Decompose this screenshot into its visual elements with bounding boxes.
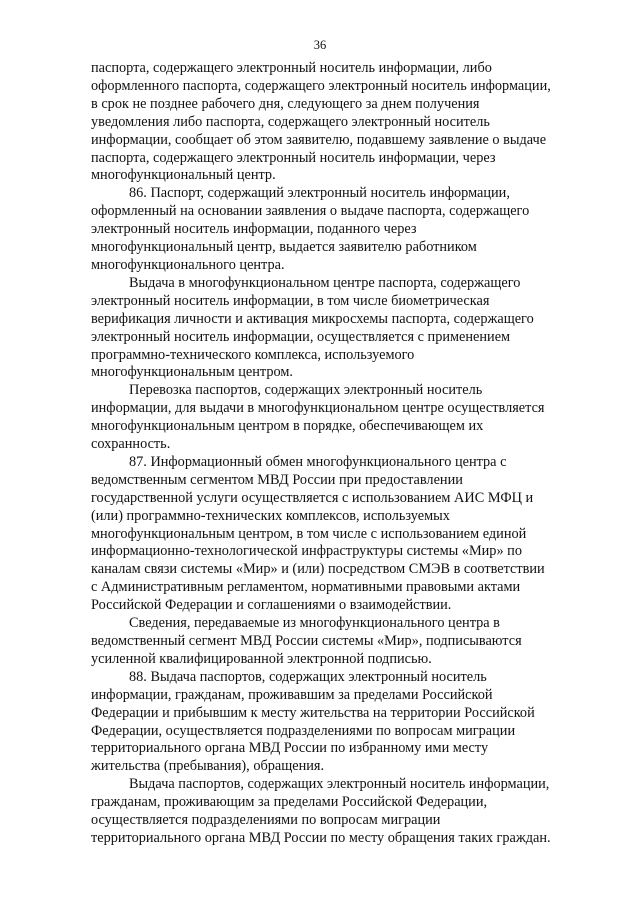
text-line: с Административным регламентом, нормативными правовыми актами (91, 579, 521, 596)
paragraph-transport (91, 382, 578, 454)
text-line: верификация личности и активация микросхемы паспорта, содержащего (91, 310, 534, 327)
text-line: в срок не позднее рабочего дня, следующего за днем получения (91, 95, 480, 112)
text-line: территориального органа МВД России по месту обращения таких граждан. (91, 829, 551, 846)
paragraph-87 (91, 454, 578, 615)
text-line: сохранность. (91, 436, 171, 453)
text-line: электронный носитель информации, поданного через (91, 221, 417, 238)
text-line: информации, для выдачи в многофункциональном центре осуществляется (91, 400, 545, 417)
text-line: Сведения, передаваемые из многофункционального центра в (129, 615, 500, 632)
text-line: жительства (пребывания), обращения. (91, 758, 325, 775)
text-line: Федерации и прибывшим к месту жительства на территории Российской (91, 704, 535, 721)
text-line: электронный носитель информации, осуществляется с применением (91, 328, 511, 345)
text-line: информационно-технологической инфраструктуры системы «Мир» по (91, 543, 522, 560)
text-line: многофункционального центра. (91, 256, 285, 273)
text-line: оформленного паспорта, содержащего электронный носитель информации, (91, 77, 551, 94)
text-line: Федерации, осуществляется подразделениями по вопросам миграции (91, 722, 516, 739)
text-line: информации, гражданам, проживавшим за пределами Российской (91, 686, 493, 703)
text-line: уведомления либо паспорта, содержащего электронный носитель (91, 113, 490, 130)
text-line: многофункциональный центр. (91, 167, 276, 184)
text-line: паспорта, содержащего электронный носитель информации, либо (91, 60, 492, 76)
text-line: территориального органа МВД России по избранному ими месту (91, 740, 489, 757)
paragraph-continuation (91, 60, 578, 185)
text-line: государственной услуги осуществляется с использованием АИС МФЦ и (91, 489, 534, 506)
text-line: оформленный на основании заявления о выдаче паспорта, содержащего (91, 203, 530, 220)
text-line: ведомственным сегментом МВД России при предоставлении (91, 471, 463, 488)
text-line: 87. Информационный обмен многофункционального центра с (129, 453, 507, 470)
page-number: 36 (313, 38, 327, 52)
paragraph-88 (91, 669, 578, 776)
text-line: паспорта, содержащего электронный носитель информации, через (91, 149, 496, 166)
text-line: усиленной квалифицированной электронной подписью. (91, 650, 432, 667)
text-line: многофункциональный центр, выдается заявителю работником (91, 239, 477, 256)
text-line: многофункциональным центром, в том числе с использованием единой (91, 525, 527, 542)
text-line: электронный носитель информации, в том числе биометрическая (91, 292, 490, 309)
text-line: 88. Выдача паспортов, содержащих электронный носитель (129, 668, 487, 685)
text-line: Перевозка паспортов, содержащих электронный носитель (129, 382, 483, 399)
text-line: ведомственный сегмент МВД России системы «Мир», подписываются (91, 633, 522, 649)
paragraph-86 (91, 185, 578, 275)
text-line: Выдача в многофункциональном центре паспорта, содержащего (129, 274, 521, 291)
text-line: каналам связи системы «Мир» и (или) посредством СМЭВ в соответствии (91, 561, 545, 578)
text-line: Выдача паспортов, содержащих электронный носитель информации, (129, 776, 550, 793)
text-line: (или) программно-технических комплексов, используемых (91, 507, 450, 524)
text-line: информации, сообщает об этом заявителю, подавшему заявление о выдаче (91, 131, 547, 148)
document-body (91, 60, 578, 848)
text-line: многофункциональным центром. (91, 364, 293, 381)
text-line: осуществляется подразделениями по вопросам миграции (91, 812, 441, 829)
paragraph-abroad (91, 776, 578, 848)
paragraph-issuance-mfc (91, 275, 578, 382)
paragraph-signature (91, 615, 578, 669)
text-line: многофункциональным центром в порядке, обеспечивающем их (91, 418, 484, 435)
text-line: 86. Паспорт, содержащий электронный носитель информации, (129, 185, 510, 202)
text-line: Российской Федерации и соглашениями о взаимодействии. (91, 597, 452, 614)
text-line: программно-технического комплекса, используемого (91, 346, 415, 363)
text-line: гражданам, проживающим за пределами Российской Федерации, (91, 794, 488, 811)
